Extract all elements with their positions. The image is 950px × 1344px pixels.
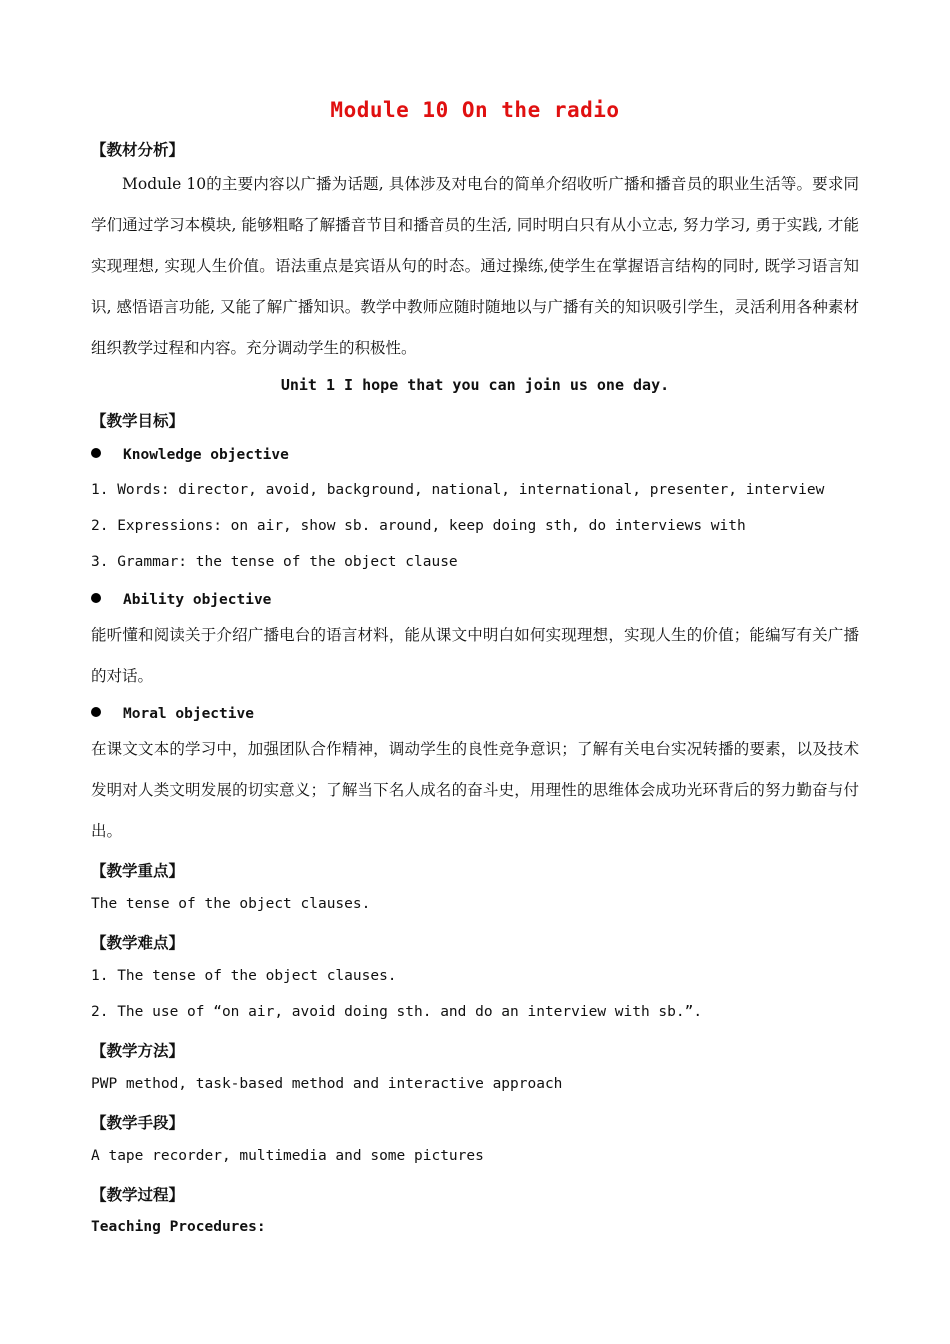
ability-paragraph: 能听懂和阅读关于介绍广播电台的语言材料，能从课文中明白如何实现理想，实现人生的价值；能编写有关广播的对话。 bbox=[91, 626, 859, 685]
process-heading: 【教学过程】 bbox=[91, 1185, 185, 1204]
key-heading: 【教学重点】 bbox=[91, 861, 185, 880]
means-text: A tape recorder, multimedia and some pictures bbox=[91, 1148, 484, 1164]
means-heading: 【教学手段】 bbox=[91, 1113, 185, 1132]
knowledge-item: 1. Words: director, avoid, background, national, international, presenter, interview bbox=[91, 482, 825, 498]
bullet-icon bbox=[91, 593, 101, 603]
process-text: Teaching Procedures: bbox=[91, 1219, 266, 1235]
knowledge-item: 3. Grammar: the tense of the object clause bbox=[91, 554, 458, 570]
difficult-heading: 【教学难点】 bbox=[91, 933, 185, 952]
objectives-heading: 【教学目标】 bbox=[91, 411, 185, 430]
difficult-item: 2. The use of “on air, avoid doing sth. and do an interview with sb.”. bbox=[91, 1004, 703, 1020]
knowledge-item: 2. Expressions: on air, show sb. around, keep doing sth, do interviews with bbox=[91, 518, 746, 534]
difficult-item: 1. The tense of the object clauses. bbox=[91, 968, 397, 984]
moral-label: Moral objective bbox=[123, 706, 254, 722]
knowledge-objective bbox=[91, 445, 289, 463]
key-text: The tense of the object clauses. bbox=[91, 896, 371, 912]
module-title: Module 10 On the radio bbox=[330, 98, 620, 122]
analysis-paragraph: Module 10的主要内容以广播为话题, 具体涉及对电台的简单介绍收听广播和播音员的职业生活等。要求同学们通过学习本模块, 能够粗略了解播音节目和播音员的生活, 同时明白只有从小立志, 努力学习, 勇于实践, 才能实现理想, 实现人生价值。语法重点是宾语从句的时态。通过操练,使学生在掌握语言结构的同时, 既学习语言知识, 感悟语言功能, 又能了解广播知识。教学中教师应随时随地以与广播有关的知识吸引学生，灵活利用各种素材组织教学过程和内容。充分调动学生的积极性。 bbox=[91, 175, 859, 357]
ability-label: Ability objective bbox=[123, 592, 272, 608]
method-text: PWP method, task-based method and interactive approach bbox=[91, 1076, 563, 1092]
method-heading: 【教学方法】 bbox=[91, 1041, 185, 1060]
knowledge-label: Knowledge objective bbox=[123, 447, 289, 463]
unit-title: Unit 1 I hope that you can join us one day. bbox=[280, 376, 670, 394]
bullet-icon bbox=[91, 448, 101, 458]
analysis-heading: 【教材分析】 bbox=[91, 140, 185, 159]
bullet-icon bbox=[91, 707, 101, 717]
ability-objective bbox=[91, 590, 271, 608]
moral-objective bbox=[91, 704, 254, 722]
moral-paragraph: 在课文文本的学习中，加强团队合作精神，调动学生的良性竞争意识；了解有关电台实况转播的要素，以及技术发明对人类文明发展的切实意义；了解当下名人成名的奋斗史，用理性的思维体会成功光环背后的努力勤奋与付出。 bbox=[91, 740, 859, 840]
